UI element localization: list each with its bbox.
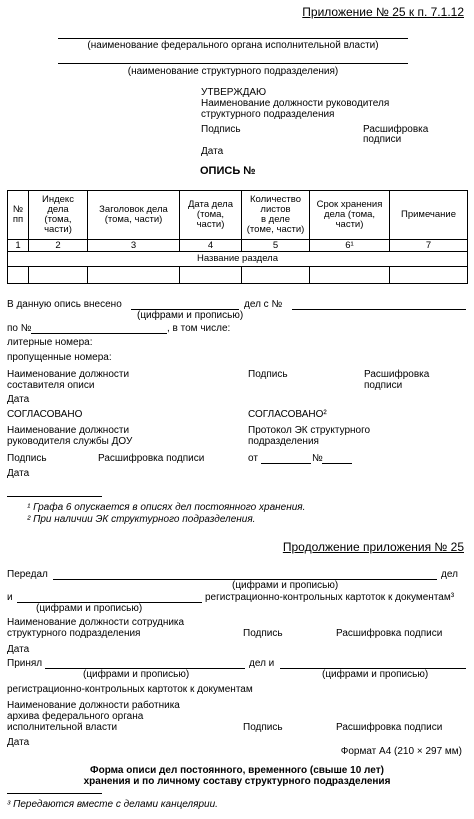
- approval-position-line2: структурного подразделения: [201, 109, 335, 120]
- rk-cards-label-2: регистрационно-контрольных картоток к документам: [7, 684, 253, 695]
- agreed-left-title: СОГЛАСОВАНО: [7, 409, 83, 420]
- dou-date-label: Дата: [7, 468, 30, 479]
- compiler-signature-label: Подпись: [248, 369, 288, 380]
- form-caption-line1: Форма описи дел постоянного, временного (свыше 10 лет): [90, 765, 384, 776]
- employee-date-label: Дата: [7, 644, 30, 655]
- approval-decode-line1: Расшифровка: [363, 124, 429, 135]
- dou-decode-label: Расшифровка подписи: [98, 453, 205, 464]
- col-num-1: 1: [8, 240, 29, 252]
- employee-signature-label: Подпись: [243, 628, 283, 639]
- archive-decode-label: Расшифровка подписи: [336, 722, 443, 733]
- archive-position-line3: исполнительной власти: [7, 722, 118, 733]
- table-number-row: [8, 240, 468, 252]
- approval-title: УТВЕРЖДАЮ: [201, 87, 267, 98]
- footnote-1: ¹ Графа 6 опускается в описях дел постоянного хранения.: [27, 502, 306, 513]
- col-num-3: 3: [88, 240, 180, 252]
- col-num-7: 7: [390, 240, 468, 252]
- header-sheet-count: Количество листов в деле (томе, части): [242, 191, 310, 240]
- and-label: и: [7, 592, 13, 603]
- agreed-right-title: СОГЛАСОВАНО²: [248, 409, 327, 420]
- accepted-digits-caption-left: (цифрами и прописью): [83, 669, 190, 680]
- compiler-date-label: Дата: [7, 394, 30, 405]
- accepted-digits-caption-right: (цифрами и прописью): [322, 669, 429, 680]
- dou-signature-label: Подпись: [7, 453, 47, 464]
- ek-protocol-line2: подразделения: [248, 436, 319, 447]
- unit-name-line: [58, 63, 408, 64]
- approval-position-line1: Наименование должности руководителя: [201, 98, 390, 109]
- col-num-4: 4: [180, 240, 242, 252]
- approval-signature-label: Подпись: [201, 124, 241, 135]
- compiler-decode-line1: Расшифровка: [364, 369, 430, 380]
- to-no-line: [31, 333, 167, 334]
- appendix-reference: Приложение № 25 к п. 7.1.12: [302, 5, 464, 19]
- header-title: Заголовок дела (тома, части): [88, 191, 180, 240]
- archive-signature-label: Подпись: [243, 722, 283, 733]
- transferred-digits-caption: (цифрами и прописью): [232, 580, 339, 591]
- header-date: Дата дела (тома, части): [180, 191, 242, 240]
- compiler-position-line2: составителя описи: [7, 380, 95, 391]
- ek-no-label: №: [312, 453, 323, 464]
- included-label: В данную опись внесено: [7, 299, 122, 310]
- header-number: № пп: [8, 191, 29, 240]
- accepted-label: Принял: [7, 658, 43, 669]
- document-title: ОПИСЬ №: [200, 165, 256, 177]
- unit-name-caption: (наименование структурного подразделения): [127, 66, 339, 77]
- archive-date-label: Дата: [7, 737, 30, 748]
- section-name-cell: Название раздела: [8, 252, 468, 267]
- inventory-table: [7, 190, 468, 284]
- transferred-label: Передал: [7, 569, 48, 580]
- org-name-line: [58, 38, 408, 39]
- to-no-label: по №: [7, 323, 32, 334]
- transferred-cases-label: дел: [441, 569, 458, 580]
- col-num-2: 2: [29, 240, 88, 252]
- ek-no-line: [322, 463, 352, 464]
- compiler-position-line1: Наименование должности: [7, 369, 130, 380]
- table-section-row: [8, 252, 468, 267]
- ek-from-label: от: [248, 453, 258, 464]
- ek-date-line: [261, 463, 311, 464]
- digits-caption: (цифрами и прописью): [137, 310, 244, 321]
- ek-protocol-line1: Протокол ЭК структурного: [248, 425, 371, 436]
- rk-digits-caption: (цифрами и прописью): [36, 603, 143, 614]
- approval-decode-line2: подписи: [363, 134, 402, 145]
- form-caption-line2: хранения и по личному составу структурного подразделения: [83, 776, 391, 787]
- missed-numbers-label: пропущенные номера:: [7, 352, 112, 363]
- accepted-cases-label: дел и: [249, 658, 275, 669]
- archive-position-line1: Наименование должности работника: [7, 700, 180, 711]
- col-num-6: 6¹: [310, 240, 390, 252]
- format-label: Формат А4 (210 × 297 мм): [340, 746, 462, 757]
- compiler-decode-line2: подписи: [364, 380, 403, 391]
- footnote-3: ³ Передаются вместе с делами канцелярии.: [7, 799, 218, 810]
- approval-date-label: Дата: [201, 146, 224, 157]
- archive-position-line2: архива федерального органа: [7, 711, 144, 722]
- employee-position-line1: Наименование должности сотрудника: [7, 617, 185, 628]
- table-header-row: [8, 191, 468, 240]
- org-name-caption: (наименование федерального органа исполнительной власти): [87, 40, 379, 51]
- header-index: Индекс дела (тома, части): [29, 191, 88, 240]
- dou-position-line2: руководителя службы ДОУ: [7, 436, 133, 447]
- table-empty-row: [8, 267, 468, 284]
- employee-position-line2: структурного подразделения: [7, 628, 141, 639]
- employee-decode-label: Расшифровка подписи: [336, 628, 443, 639]
- continuation-title: Продолжение приложения № 25: [282, 540, 464, 554]
- dou-position-line1: Наименование должности: [7, 425, 130, 436]
- including-label: , в том числе:: [167, 323, 231, 334]
- rk-cards-label: регистрационно-контрольных картоток к документам³: [205, 592, 455, 603]
- letter-numbers-label: литерные номера:: [7, 337, 93, 348]
- col-num-5: 5: [242, 240, 310, 252]
- header-retention: Срок хранения дела (тома, части): [310, 191, 390, 240]
- footnote-separator: [7, 496, 102, 497]
- header-note: Примечание: [390, 191, 468, 240]
- from-no-label: дел с №: [244, 299, 283, 310]
- footnote-2: ² При наличии ЭК структурного подразделения.: [27, 514, 256, 525]
- from-no-line: [292, 309, 466, 310]
- footnote-separator-2: [7, 793, 102, 794]
